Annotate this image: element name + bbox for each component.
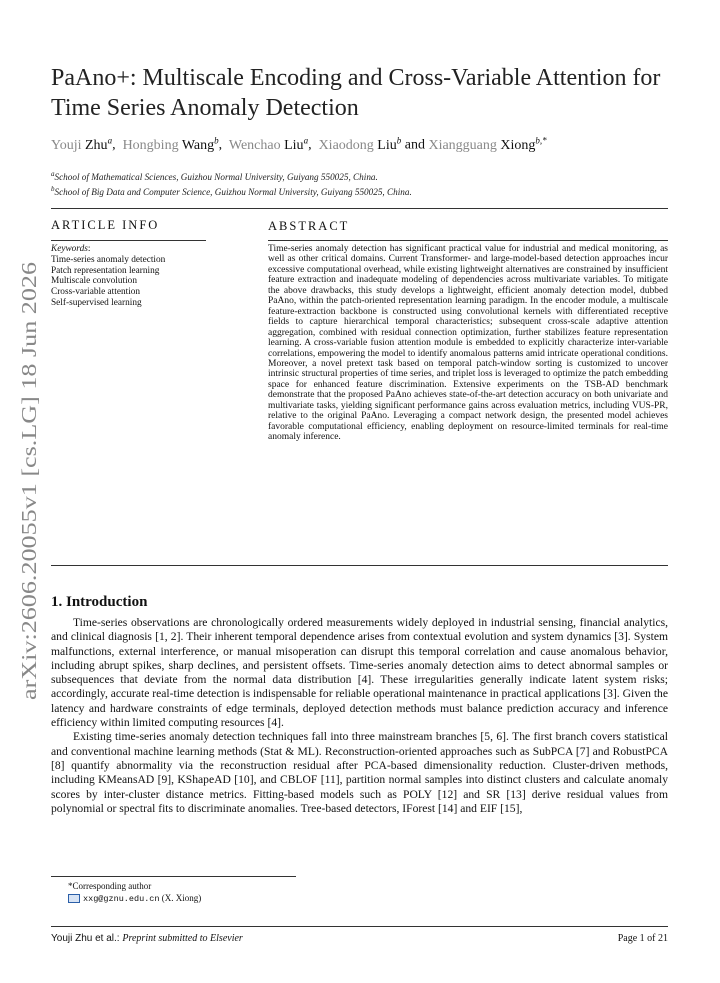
keyword: Patch representation learning xyxy=(51,265,160,276)
paragraph: Existing time-series anomaly detection techniques fall into three mainstream branches [5, 6]. The first branch covers statistical and conventional machine learning methods (Stat & ML). Reconstruction-oriented approaches such as SubPCA [7] and RobustPCA [8] quantify abnormality via the reconstruction residual after PCA-based dimensionality reduction. Cluster-driven methods, including KMeansAD [9], KShapeAD [10], and CBLOF [11], partition normal samples into distinct clusters and calculate anomaly scores by inter-cluster distance metrics. Fitting-based models such as POLY [12] and SR [13] derive residual values from polynomial or spectral fits to discriminate anomalies. Tree-based detectors, IForest [14] and EIF [15], xyxy=(51,730,668,815)
rule-bottom xyxy=(51,565,668,566)
rule-top xyxy=(51,208,668,209)
footer-authors: Youji Zhu et al.: xyxy=(51,933,120,944)
footnote xyxy=(68,880,468,905)
arxiv-stamp xyxy=(8,260,48,700)
title-line-1: PaAno+: Multiscale Encoding and Cross-Variable Attention for xyxy=(51,65,661,91)
footnote-rule xyxy=(51,876,296,877)
paragraph: Time-series observations are chronologically ordered measurements widely deployed in industrial sensing, financial analytics, and clinical diagnosis [1, 2]. Their inherent temporal dependence arises from contextual evolution and system dynamics [3]. System malfunctions, external interference, or manual misoperation can disrupt this temporal correlation and cause anomalous behavior, including abrupt spikes, sharp declines, and persistent offsets. Time-series anomaly detection aims to detect abnormal samples or subsequences that deviate from the normal data distribution [4]. These irregularities generally indicate latent system risks; accordingly, accurate real-time detection is indispensable for reliable operational maintenance in practical applications [3]. Given the latency and hardware constraints of edge terminals, deployed detection methods must balance prediction accuracy and inference efficiency within limited computing resources [4]. xyxy=(51,616,668,730)
keyword: Cross-variable attention xyxy=(51,287,141,298)
author-1: Youji Zhu$^a$ xyxy=(51,135,113,153)
keyword: Time-series anomaly detection xyxy=(51,254,166,265)
envelope-icon xyxy=(68,894,80,903)
article-info-heading: ARTICLE INFO xyxy=(51,218,160,232)
author-3: Wenchao Liu$^a$ xyxy=(228,135,309,153)
footer-rule xyxy=(51,926,668,927)
abstract-text: Time-series anomaly detection has significant practical value for industrial and medical monitoring, as well as other critical domains. Current Transformer- and large-model-based detection approaches incur excessive computational overhead, while existing lightweight alternatives are constrained by insufficient feature extraction and inadequate modeling of dependencies across multivariate variables. To mitigate the above drawbacks, this study develops a lightweight, efficient anomaly detection model, dubbed PaAno, within the patch-oriented representation learning paradigm. In the encoder module, a multiscale feature-extraction backbone is constructed using convolutional kernels with differentiated receptive fields to capture hierarchical temporal characteristics; subsequent cross-scale adaptive attention aggregation, combined with residual connection optimization, further stabilizes feature representation learning. A cross-variable fusion attention module is embedded to explicitly characterize inter-variable correlations, empowering the model to identify anomalous patterns amid intricate operational conditions. Moreover, a novel pretext task based on temporal patch-window sorting is customized to uncover intrinsic structural properties of time series, and triplet loss is leveraged to optimize the patch embedding space for enhanced feature discrimination. Extensive experiments on the TSB-AD benchmark demonstrate that the proposed PaAno achieves state-of-the-art detection accuracy on both univariate and multivariate tasks, yielding significant performance gains across evaluation metrics, including VUS-PR, relative to the original PaAno. Leveraging a compact network design, the presented model achieves favorable computational efficiency, enabling deployment on resource-limited terminals for real-time anomaly inference. xyxy=(268,244,668,443)
email-owner: (X. Xiong) xyxy=(161,893,202,903)
body-text xyxy=(51,616,668,816)
email-link[interactable]: xxg@gznu.edu.cn xyxy=(83,894,160,904)
rule-article-info xyxy=(51,240,206,241)
abstract-heading: ABSTRACT xyxy=(268,219,350,233)
section-heading: 1. Introduction xyxy=(51,594,148,610)
affiliation-a: $^a$School of Mathematical Sciences, Guizhou Normal University, Guiyang 550025, China. xyxy=(51,170,378,183)
corresponding-author-note: *Corresponding author xyxy=(68,881,152,891)
affiliation-b: $^b$School of Big Data and Computer Science, Guizhou Normal University, Guiyang 550025, China. xyxy=(51,185,412,198)
author-list: Youji Zhu$^a$, Hongbing Wang$^b$, Wenchao Liu$^a$, Xiaodong Liu$^b$ and Xiangguang Xiong$^{b,*}$ xyxy=(51,135,547,153)
keywords-block: Keywords: Time-series anomaly detection Patch representation learning Multiscale convolution Cross-variable attention Self-supervised learning xyxy=(51,244,211,309)
title-line-2: Time Series Anomaly Detection xyxy=(51,95,359,121)
keywords-label: Keywords xyxy=(51,244,88,254)
keyword: Multiscale convolution xyxy=(51,276,137,287)
paper-title xyxy=(51,63,681,123)
author-5: Xiangguang Xiong$^{b,*}$ xyxy=(428,135,547,153)
rule-abstract xyxy=(268,240,668,241)
footer-note: Preprint submitted to Elsevier xyxy=(122,933,243,944)
page-number: Page 1 of 21 xyxy=(617,933,668,944)
keyword: Self-supervised learning xyxy=(51,297,142,308)
author-4: Xiaodong Liu$^b$ xyxy=(318,135,402,153)
author-and: and xyxy=(404,137,425,153)
footer-left xyxy=(51,933,243,944)
arxiv-stamp-text: arXiv:2606.20055v1 [cs.LG] 18 Jun 2026 xyxy=(17,347,41,700)
author-2: Hongbing Wang$^b$ xyxy=(122,135,219,153)
